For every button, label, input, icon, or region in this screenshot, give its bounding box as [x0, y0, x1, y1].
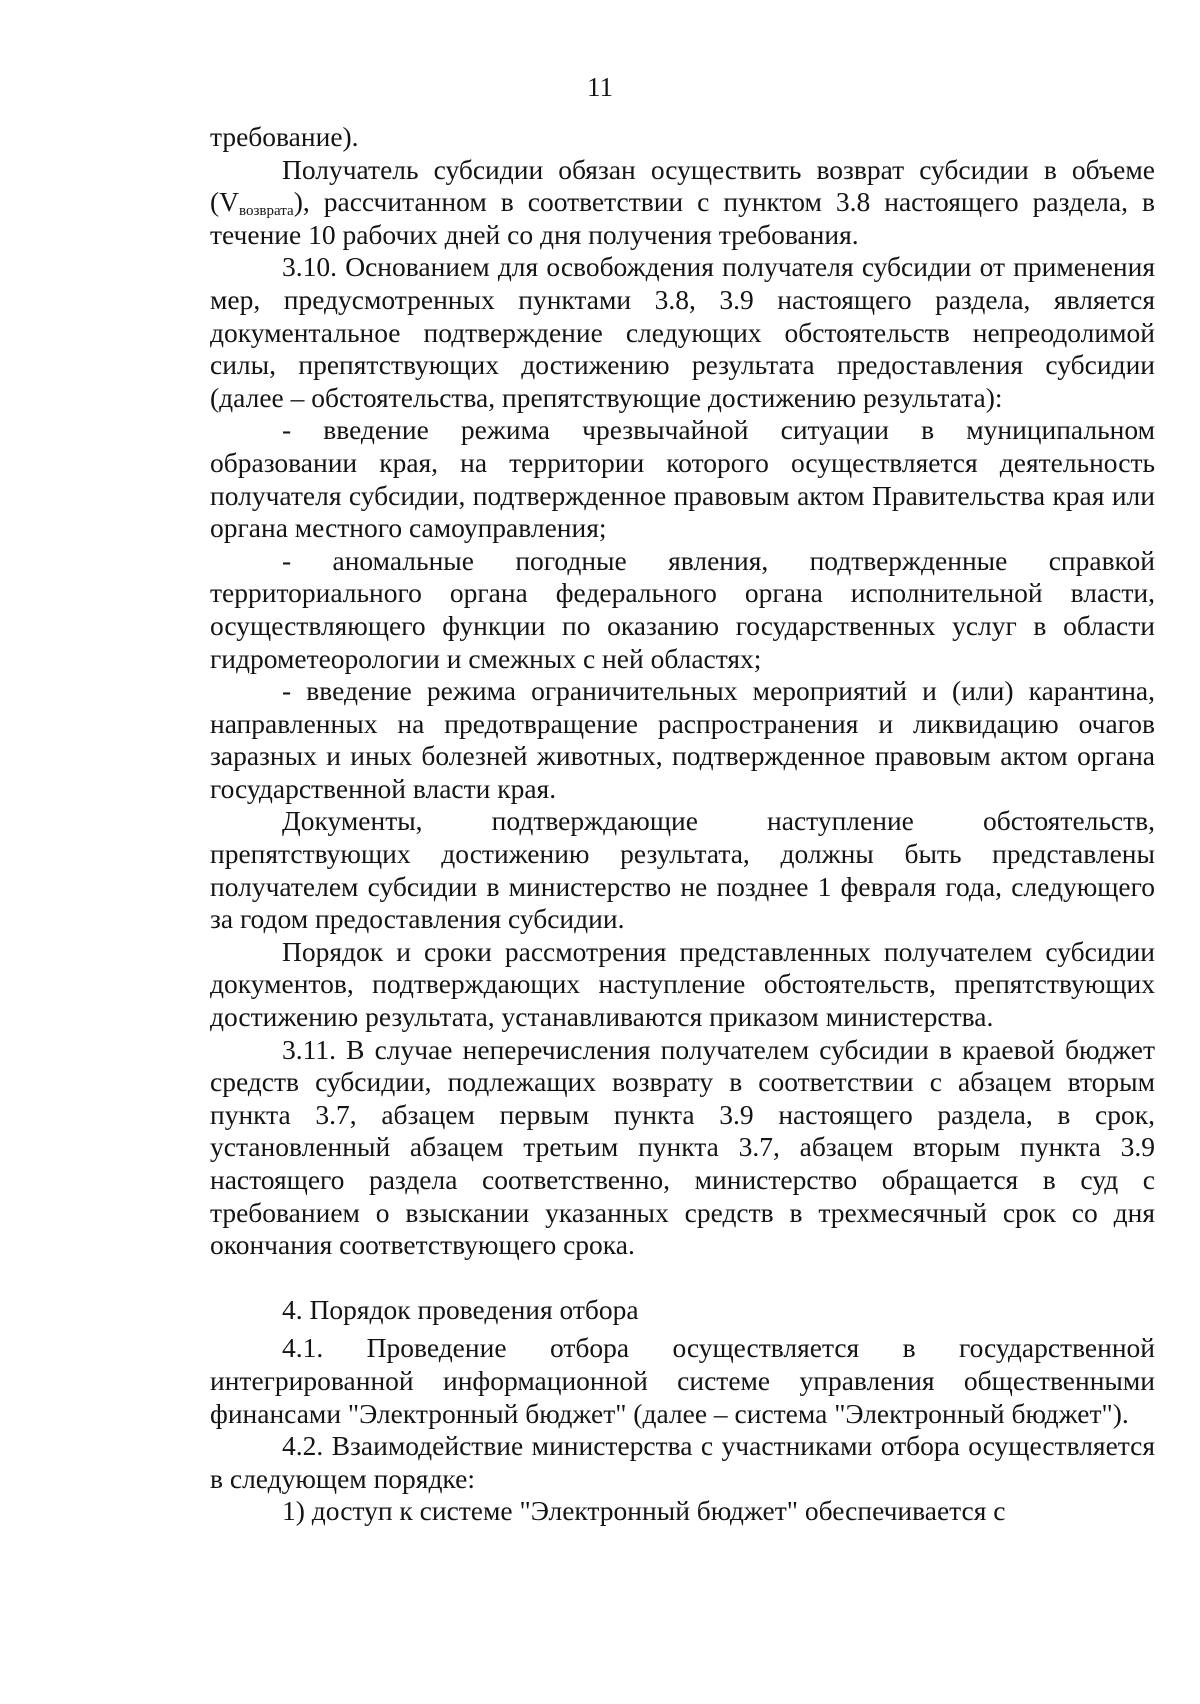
paragraph-4-1: 4.1. Проведение отбора осуществляется в государственной интегрированной информационной системе управления общественными финансами "Электронный бюджет" (далее – система "Электронный бюджет").: [210, 1332, 1155, 1429]
document-body: [210, 121, 1155, 1528]
list-item-1-access: 1) доступ к системе "Электронный бюджет" обеспечивается с: [282, 1495, 1006, 1527]
paragraph-text: Получатель субсидии обязан осуществить возврат субсидии в объеме (V: [210, 153, 1155, 218]
paragraph-3-11: 3.11. В случае неперечисления получателем субсидии в краевой бюджет средств субсидии, подлежащих возврату в соответствии с абзацем вторым пункта 3.7, абзацем первым пункта 3.9 настоящего раздела, в срок, установленный абзацем третьим пункта 3.7, абзацем вторым пункта 3.9 настоящего раздела соответственно, министерство обращается в суд с требованием о взыскании указанных средств в трехмесячный срок со дня окончания соответствующего срока.: [210, 1033, 1155, 1261]
list-item-emergency: - введение режима чрезвычайной ситуации в муниципальном образовании края, на территории которого осуществляется деятельность получателя субсидии, подтвержденное правовым актом Правительства края или органа местного самоуправления;: [210, 414, 1155, 544]
paragraph-3-10: 3.10. Основанием для освобождения получателя субсидии от применения мер, предусмотренных пунктами 3.8, 3.9 настоящего раздела, является документальное подтверждение следующих обстоятельств непреодолимой силы, препятствующих достижению результата предоставления субсидии (далее – обстоятельства, препятствующие достижению результата):: [210, 251, 1155, 413]
paragraph-documents: Документы, подтверждающие наступление обстоятельств, препятствующих достижению результата, должны быть представлены получателем субсидии в министерство не позднее 1 февраля года, следующего за годом предоставления субсидии.: [210, 805, 1155, 935]
paragraph-continuation: требование).: [210, 121, 359, 152]
list-item-quarantine: - введение режима ограничительных мероприятий и (или) карантина, направленных на предотвращение распространения и ликвидацию очагов заразных и иных болезней животных, подтвержденное правовым актом органа государственной власти края.: [210, 675, 1155, 804]
page-number: 11: [587, 72, 613, 102]
paragraph-4-2: 4.2. Взаимодействие министерства с участниками отбора осуществляется в следующем порядке:: [210, 1430, 1155, 1494]
paragraph-review-procedure: Порядок и сроки рассмотрения представленных получателем субсидии документов, подтверждающих наступление обстоятельств, препятствующих достижению результата, устанавливаются приказом министерства.: [210, 935, 1155, 1033]
paragraph-refund-obligation: [210, 154, 1155, 252]
paragraph-text-tail: ), рассчитанном в соответствии с пунктом 3.8 настоящего раздела, в течение 10 рабочих дней со дня получения требования.: [210, 186, 1155, 250]
subscript-refund: возврата: [239, 203, 294, 220]
list-item-weather: - аномальные погодные явления, подтвержденные справкой территориального органа федерального органа исполнительной власти, осуществляющего функции по оказанию государственных услуг в области гидрометеорологии и смежных с ней областях;: [210, 544, 1155, 674]
section-heading-4: 4. Порядок проведения отбора: [282, 1293, 639, 1325]
